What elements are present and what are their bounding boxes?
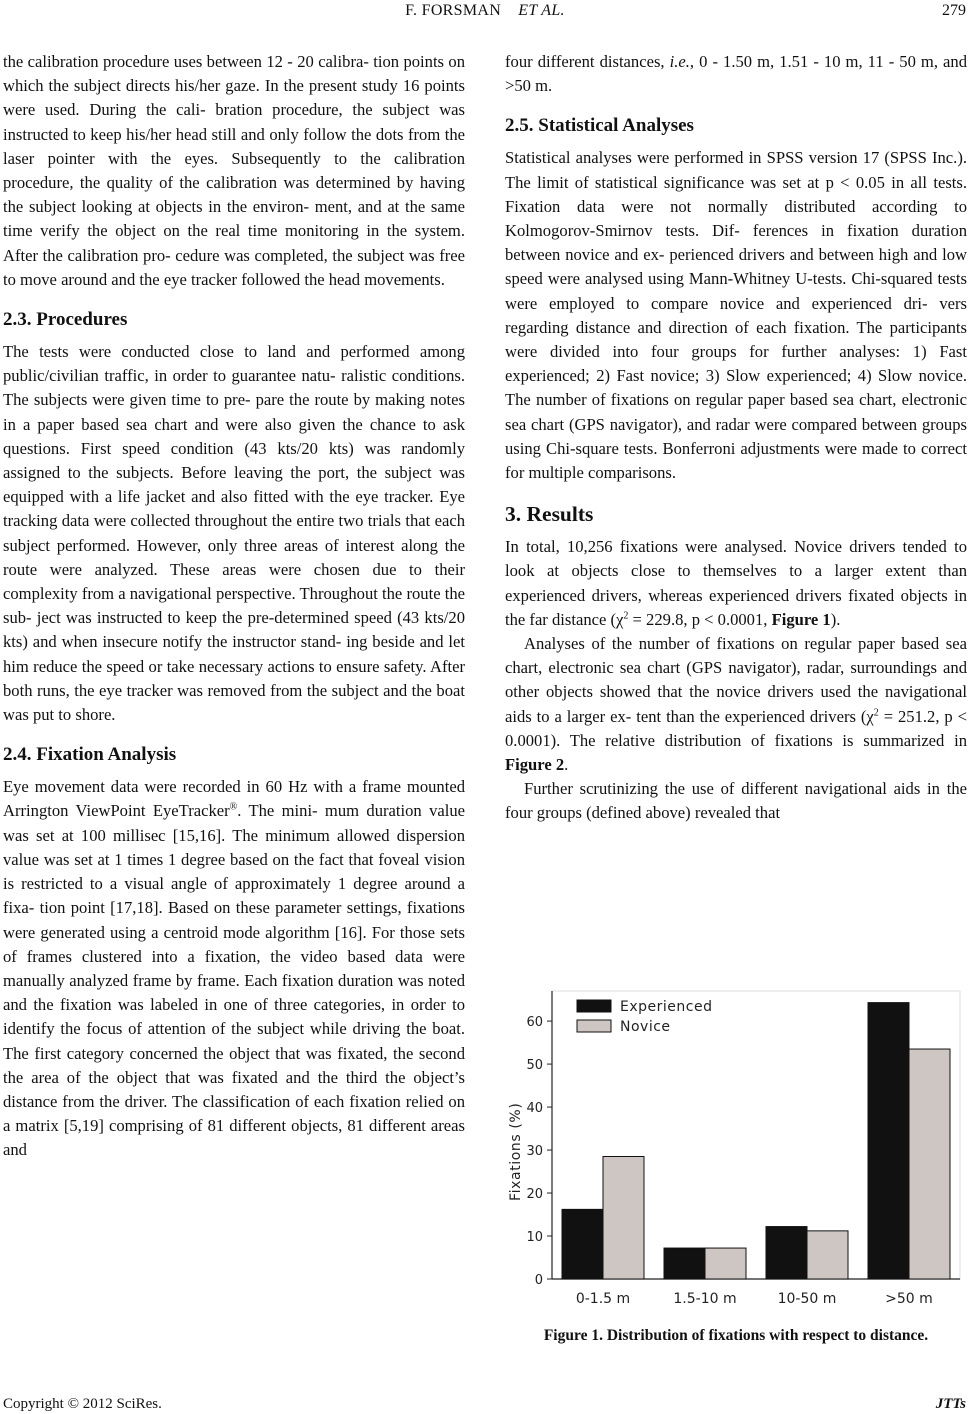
- bar-novice-4: [909, 1049, 950, 1279]
- heading-procedures: 2.3. Procedures: [3, 309, 128, 331]
- page-number: 279: [942, 2, 966, 19]
- left-column: [3, 50, 465, 1163]
- results2-text-b: = 251.2, p < 0.0001). The relative distribution of fixations is summarized in: [505, 706, 968, 750]
- y-tick-label: 60: [526, 1015, 543, 1031]
- results1-text-c: ).: [830, 609, 841, 629]
- figure-caption: Figure 1. Distribution of fixations with respect to distance.: [543, 1327, 929, 1344]
- results2-text-c: .: [564, 755, 569, 775]
- paragraph-fixation-analysis: [3, 775, 465, 1162]
- header-author: F. FORSMAN: [405, 2, 502, 19]
- y-tick-label: 0: [534, 1273, 543, 1288]
- y-tick-label: 50: [526, 1058, 543, 1074]
- distances-text-a: four different distances,: [505, 52, 670, 71]
- right-column: [505, 50, 967, 826]
- chi-sup-1: 2: [623, 610, 629, 622]
- paragraph-procedures: The tests were conducted close to land and performed among public/civilian traffic, in order to guarantee natu- ralistic conditions. The subjects were given time to pre- pare the route by making notes in a paper based sea chart and were also given the chance to ask questions. First speed condition (43 kts/20 kts) was randomly assigned to the subjects. Before leaving the port, the subject was equipped with a life jacket and also fitted with the eye tracker. Eye tracking data were collected throughout the entire two trials that each subject performed. However, only three areas of interest along the route were analyzed. These areas were chosen due to their complexity from a navigational perspective. Throughout the route the sub- ject was instructed to keep the pre-determined speed (43 kts/20 kts) and when insecure notify the instructor stand- ing beside and let him reduce the speed or take necessary actions to ensure safety. After both runs, the eye tracker was removed from the subject and the boat was put to shore.: [3, 342, 465, 725]
- header-etal: ET AL.: [518, 2, 565, 19]
- bar-novice-2: [705, 1248, 746, 1279]
- paragraph-results-2: [505, 632, 967, 777]
- y-tick-label: 20: [526, 1187, 543, 1203]
- journal-name: JTTs: [935, 1396, 966, 1412]
- legend-swatch-novice: [577, 1020, 611, 1032]
- paragraph-calibration: the calibration procedure uses between 12 - 20 calibra- tion points on which the subject directs his/her gaze. In the present study 16 points were used. During the cali- bration procedure, the subject was instructed to keep his/her head still and only follow the dots from the laser pointer with the eyes. Subsequently to the calibration procedure, the quality of the calibration was determined by having the subject looking at objects in the environ- ment, and at the same time verify the object on the real time monitoring in the system. After the calibration pro- cedure was completed, the subject was free to move around and the eye tracker followed the head movements.: [3, 52, 465, 289]
- paragraph-statistical-analyses: Statistical analyses were performed in SPSS version 17 (SPSS Inc.). The limit of statistical significance was set at p < 0.05 in all tests. Fixation data were not normally distributed according to Kolmogorov-Smirnov tests. Dif- ferences in fixation duration between novice and ex- perienced drivers and between high and low speed were analysed using Mann-Whitney U-tests. Chi-squared tests were employed to compare novice and experienced dri- vers regarding distance and direction of each fixation. The participants were divided into four groups for further analyses: 1) Fast experienced; 2) Fast novice; 3) Slow experienced; 4) Slow novice. The number of fixations on regular paper based sea chart, electronic sea chart (GPS navigator), and radar were compared between groups using Chi-square tests. Bonferroni adjustments were made to correct for multiple comparisons.: [505, 148, 967, 483]
- results1-text-a: In total, 10,256 fixations were analysed. Novice drivers tended to look at objects close to themselves to a larger extent than experienced drivers, whereas experienced drivers fixated objects in the far distance (χ: [505, 537, 967, 629]
- fixation-text-b: . The mini- mum duration value was set at 100 millisec [15,16]. The minimum allowed dispersion value was set at 1 times 1 degree based on the fact that foveal vision is restricted to a visual angle of approximately 1 degree around a fixa- tion point [17,18]. Based on these parameter settings, fixations were generated using a centroid mode algorithm [16]. For those sets of frames clustered into a fixation, the video based data were manually analyzed frame by frame. Each fixation duration was noted and the fixation was labeled in one of three categories, in order to identify the focus of attention of the subject while driving the boat. The first category concerned the object that was fixated, the second the area of the object that was fixated and the third the object’s distance from the driver. The classification of each fixation relied on a matrix [5,19] comprising of 81 different objects, 81 different areas and: [3, 801, 465, 1160]
- figure-1-ref[interactable]: Figure 1: [771, 609, 831, 629]
- legend-swatch-experienced: [577, 1000, 611, 1012]
- paragraph-distances: [505, 50, 967, 98]
- running-title: [0, 2, 970, 20]
- copyright-notice: Copyright © 2012 SciRes.: [3, 1396, 162, 1412]
- chi-sup-2: 2: [873, 707, 879, 719]
- y-tick-label: 10: [526, 1230, 543, 1246]
- results1-text-b: = 229.8, p < 0.0001,: [628, 609, 772, 629]
- distances-text-b: , 0 - 1.50 m, 1.51 - 10 m, 11 - 50 m, and >50 m.: [505, 52, 967, 96]
- x-tick-label: 10-50 m: [777, 1291, 837, 1307]
- y-tick-label: 30: [526, 1144, 543, 1160]
- bar-novice-3: [807, 1231, 848, 1279]
- y-tick-label: 40: [526, 1101, 543, 1117]
- fixation-text-a: Eye movement data were recorded in 60 Hz with a frame mounted Arrington ViewPoint EyeTracker: [3, 777, 465, 821]
- registered-mark: ®: [229, 801, 238, 813]
- bar-novice-1: [603, 1156, 644, 1279]
- y-axis-label: Fixations (%): [508, 1102, 524, 1201]
- legend-label-novice: Novice: [620, 1019, 671, 1035]
- figure-2-ref[interactable]: Figure 2: [505, 755, 565, 775]
- legend-label-experienced: Experienced: [620, 999, 713, 1015]
- running-header: [0, 2, 970, 24]
- x-tick-label: >50 m: [885, 1291, 933, 1307]
- results2-text-a: Analyses of the number of fixations on regular paper based sea chart, electronic sea chart (GPS navigator), radar, surroundings and other objects showed that the novice drivers used the navigational aids to a larger ex- tent than the experienced drivers (χ: [505, 634, 967, 726]
- heading-statistical-analyses: 2.5. Statistical Analyses: [505, 115, 694, 137]
- x-tick-label: 0-1.5 m: [575, 1291, 631, 1307]
- paragraph-results-1: [505, 535, 967, 632]
- bar-experienced-3: [766, 1227, 807, 1279]
- bar-experienced-1: [562, 1209, 603, 1279]
- heading-results: 3. Results: [505, 502, 594, 527]
- distances-ie: i.e.: [669, 52, 690, 71]
- bar-experienced-4: [868, 1003, 909, 1279]
- bar-experienced-2: [664, 1248, 705, 1279]
- figure-1: [505, 983, 965, 1317]
- fixation-distance-chart: [505, 983, 965, 1317]
- x-tick-label: 1.5-10 m: [673, 1291, 737, 1307]
- paragraph-results-3: Further scrutinizing the use of different navigational aids in the four groups (defined above) revealed that: [505, 779, 967, 823]
- heading-fixation-analysis: 2.4. Fixation Analysis: [3, 744, 177, 766]
